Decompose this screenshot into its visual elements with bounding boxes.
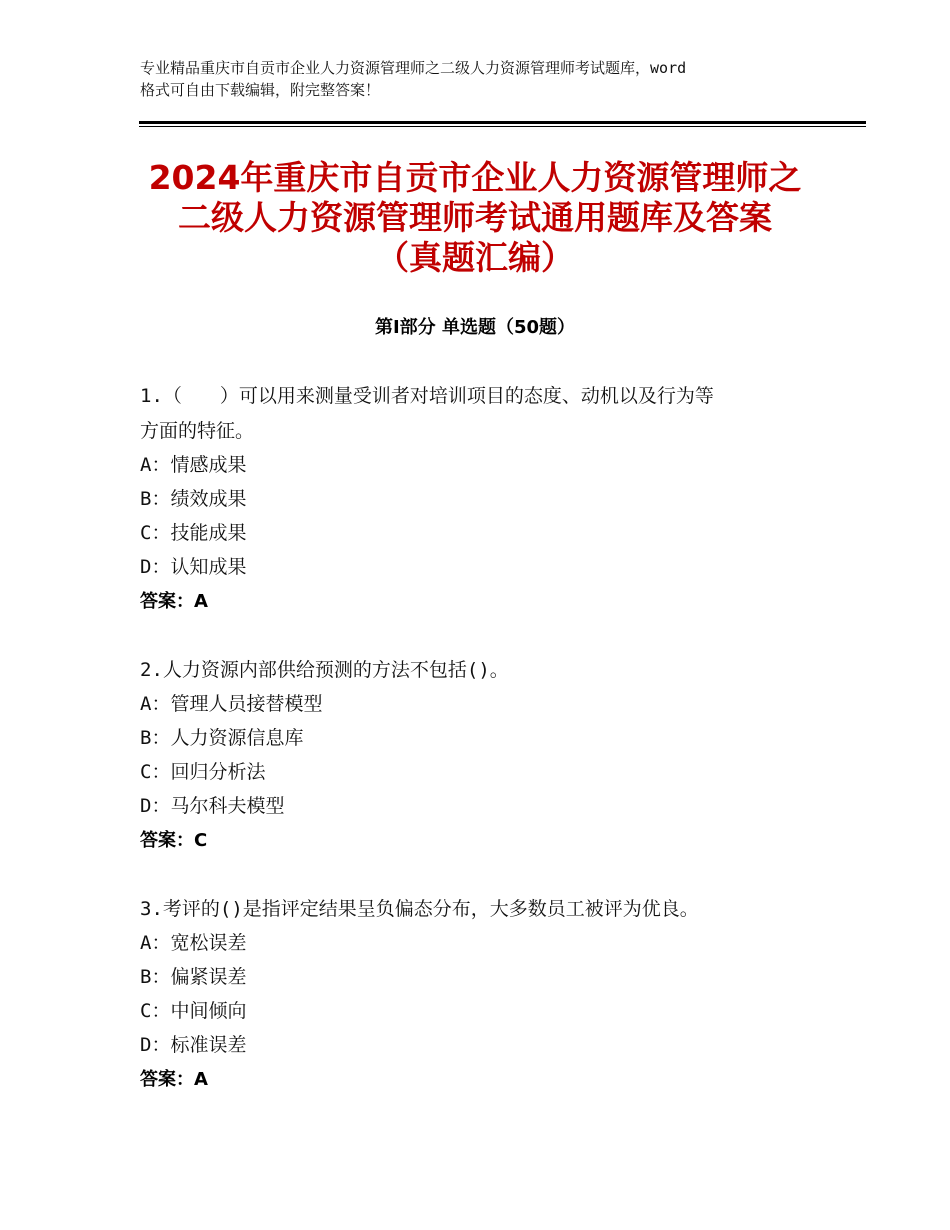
question-3-option-c: C：中间倾向: [140, 1000, 247, 1022]
document-title-line-3: （真题汇编）: [376, 238, 574, 277]
question-1-option-d: D：认知成果: [140, 556, 247, 578]
header-note-line-1: 专业精品重庆市自贡市企业人力资源管理师之二级人力资源管理师考试题库，word: [140, 59, 687, 77]
question-2-option-b: B：人力资源信息库: [140, 727, 304, 749]
header-note-line-2: 格式可自由下载编辑，附完整答案！: [140, 81, 381, 99]
header-note: [140, 57, 840, 101]
question-2-answer: 答案：C: [140, 830, 208, 851]
question-2-option-d: D：马尔科夫模型: [140, 795, 285, 817]
document-title: [130, 158, 820, 278]
question-1-option-c: C：技能成果: [140, 522, 247, 544]
question-2-option-a: A：管理人员接替模型: [140, 693, 323, 715]
question-3-option-b: B：偏紧误差: [140, 966, 247, 988]
question-2-option-c: C：回归分析法: [140, 761, 266, 783]
question-2-stem-line-1: 2.人力资源内部供给预测的方法不包括()。: [140, 659, 509, 681]
question-1-stem-line-2: 方面的特征。: [140, 420, 255, 442]
question-3-stem-line-1: 3.考评的()是指评定结果呈负偏态分布，大多数员工被评为优良。: [140, 898, 699, 920]
question-1-answer: 答案：A: [140, 591, 208, 612]
header-divider-thick: [139, 121, 866, 124]
question-1-option-a: A：情感成果: [140, 454, 247, 476]
question-3-option-a: A：宽松误差: [140, 932, 247, 954]
question-1-option-b: B：绩效成果: [140, 488, 247, 510]
document-title-line-2: 二级人力资源管理师考试通用题库及答案: [178, 198, 772, 237]
header-divider-thin: [139, 126, 866, 127]
question-1-stem-line-1: 1.（ ）可以用来测量受训者对培训项目的态度、动机以及行为等: [140, 385, 714, 407]
question-3-option-d: D：标准误差: [140, 1034, 247, 1056]
section-title: 第Ⅰ部分 单选题（50题）: [374, 317, 575, 338]
question-3-answer: 答案：A: [140, 1069, 208, 1090]
document-title-line-1: 2024年重庆市自贡市企业人力资源管理师之: [148, 158, 802, 197]
